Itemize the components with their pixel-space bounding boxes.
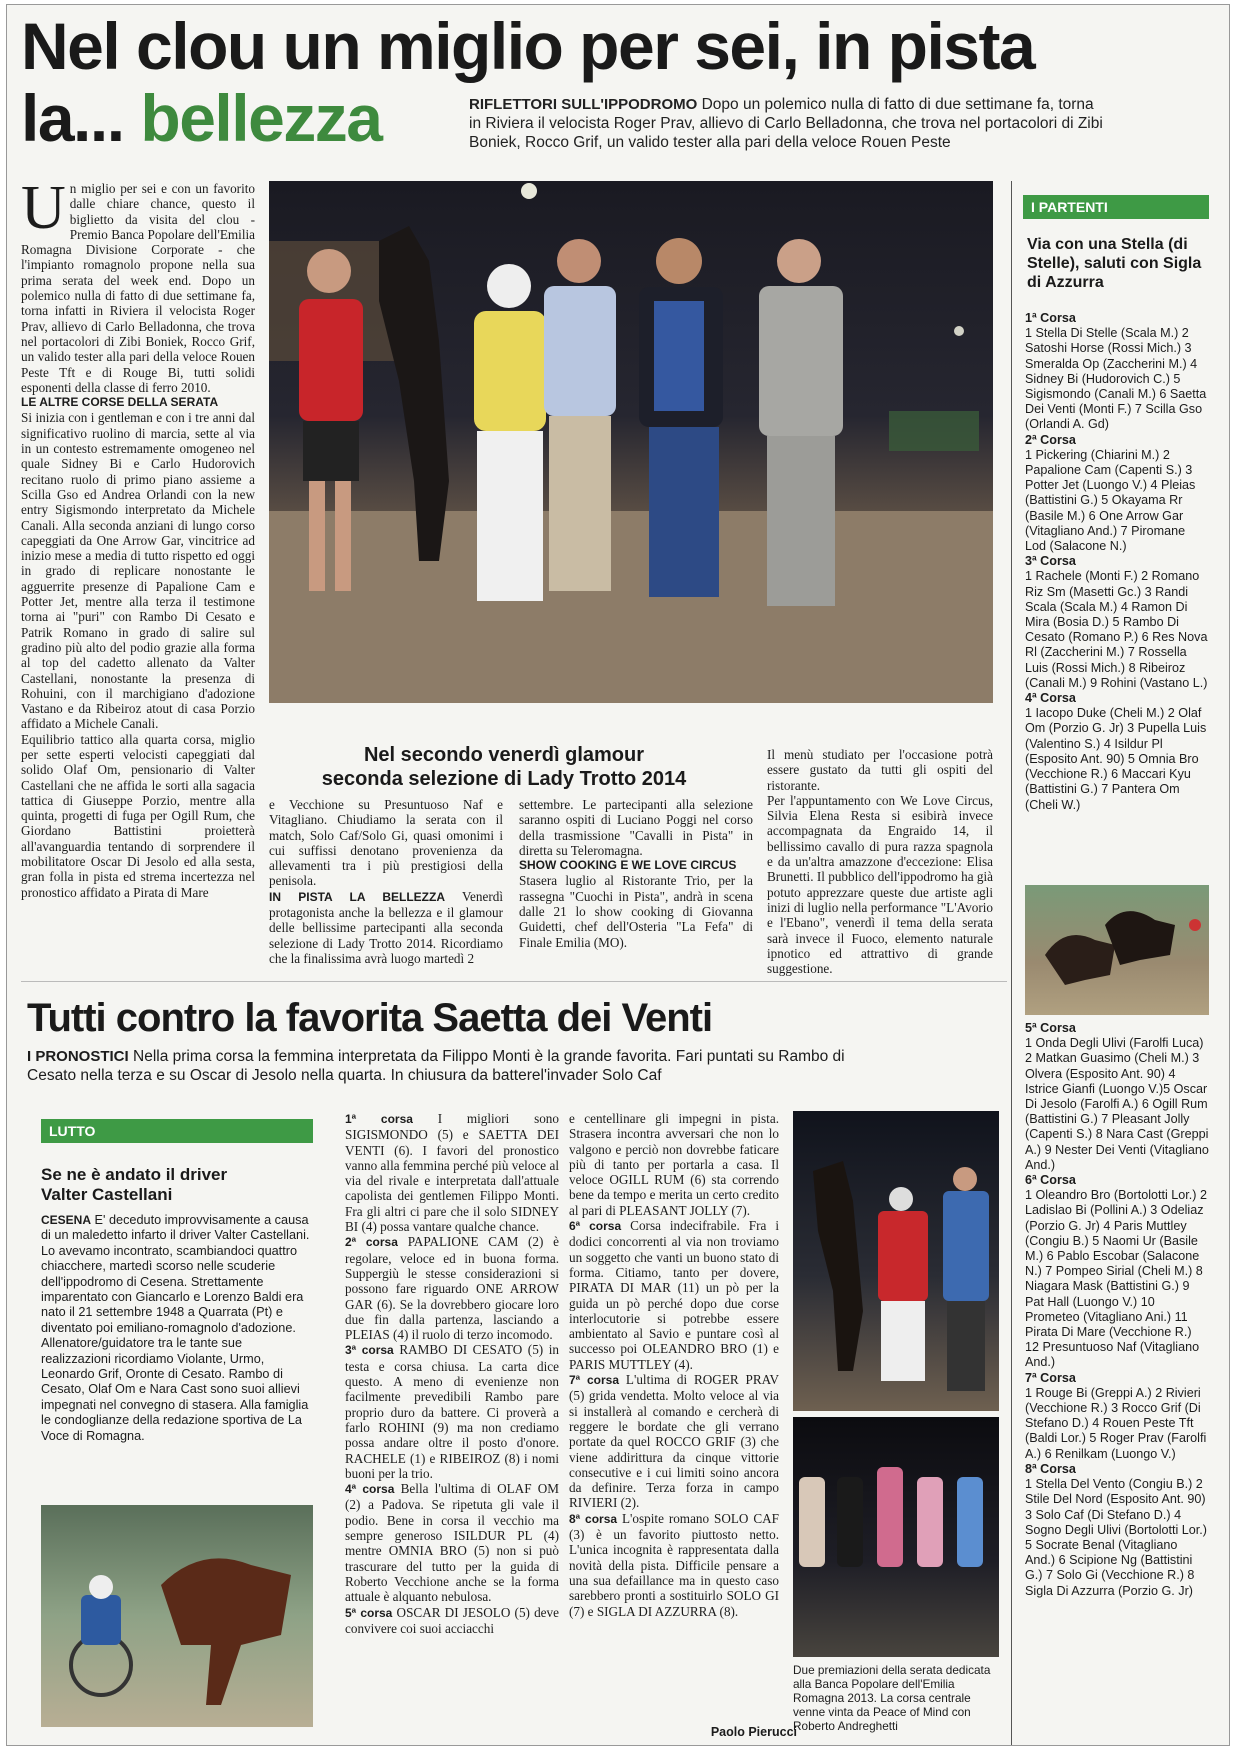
article1-c4: Il menù studiato per l'occasione potrà essere gustato da tutti gli ospiti del ristorante. bbox=[767, 747, 993, 793]
prognosis-text: L'ultima di ROGER PRAV (5) grida vendetta. Molto veloce al via si installerà al comando e cercherà di reggere le bordate che gli verrano portate da quel ROCCO GRIF (3) che viene addirittura da cinque vittorie consecutive e i cui limiti soino ancora da definire. Terza forza in campo RIVIERI (2). bbox=[569, 1372, 779, 1511]
glamour-headline-line1: Nel secondo venerdì glamour bbox=[363, 744, 645, 766]
prognosis-paragraph bbox=[345, 1234, 559, 1342]
race-title: 7ª Corsa bbox=[1025, 1370, 1076, 1385]
partenti-label: I PARTENTI bbox=[1023, 195, 1209, 219]
race-title: 6ª Corsa bbox=[1025, 1173, 1076, 1188]
article1-sub3: SHOW COOKING E WE LOVE CIRCUS bbox=[519, 858, 737, 873]
race-title: 2ª Corsa bbox=[1025, 432, 1076, 447]
article1-c2b: Venerdì protagonista anche la bellezza e il glamour delle bellissime partecipanti alla seconda selezione di Lady Trotto 2014. Ricordiamo che la finalissima avrà luogo martedì 2 bbox=[269, 888, 503, 966]
article1-col4 bbox=[767, 747, 993, 977]
prognosis-paragraph bbox=[569, 1511, 779, 1619]
harness-race-photo bbox=[1025, 885, 1209, 1015]
podium-photo bbox=[793, 1111, 999, 1411]
dropcap: U bbox=[21, 174, 66, 242]
prognosis-paragraph bbox=[345, 1605, 559, 1637]
article1-c4b: Per l'appuntamento con We Love Circus, Silvia Elena Resta si esibirà invece accompagnata da Engraido 14, il bellissimo cavallo di pura razza spagnola e da un'altra amazzone d'eccezione: Elisa Brunetti. Il pubblico dell'ippodromo ha già potuto apprezzare queste due artiste agli inizi di luglio nella performance "L'Avorio e l'Ebano", venerdì il tema della serata sarà invece il Fuoco, elemento naturale ipnotico ed attrattivo di grande suggestione. bbox=[767, 792, 993, 977]
race-title: 5ª Corsa bbox=[1025, 1021, 1076, 1035]
lutto-body bbox=[41, 1213, 313, 1483]
glamour-headline bbox=[269, 743, 739, 791]
article1-col1 bbox=[21, 174, 255, 900]
race-entries: 1 Iacopo Duke (Cheli M.) 2 Olaf Om (Porzio G. Jr) 3 Pupella Luis (Valentino S.) 4 Isildur Pl (Esposito Ant. 90) 5 Omnia Bro (Vecchione R.) 6 Maccari Kyu (Battistini G.) 7 Pantera Om (Cheli W.) bbox=[1025, 706, 1207, 812]
lutto-label: LUTTO bbox=[41, 1119, 313, 1143]
article1-c3b: Stasera luglio al Ristorante Trio, per la rassegna "Cuochi in Pista", andrà in scena dalle 21 lo show cooking di Giovanna Guidetti, chef dell'Osteria "La Fefa" di Finale Emilia (MO). bbox=[519, 873, 753, 950]
pronostici-author: Paolo Pierucci bbox=[710, 1725, 797, 1739]
race-title: 4ª Corsa bbox=[1025, 691, 1076, 706]
main-photo-award bbox=[269, 181, 993, 703]
podium-scene bbox=[793, 1111, 999, 1411]
lutto-text: E' deceduto improvvisamente a causa di un maledetto infarto il driver Valter Castellani. Lo avevamo incontrato, scambiandoci quattro chiacchere, martedì scorso nelle scuderie dell'ippodromo di Cesena. Strettamente imparentato con Giancarlo e Lorenzo Baldi era nato il 21 settembre 1948 a Quarrata (Pt) e diventato poi emiliano-romagnolo d'adozione. Allenatore/guidatore tra le tante sue realizzazioni ricordiamo Violante, Urmo, Leonardo Grif, Oronte di Cesato. Rambo di Cesato, Olaf Om e Nara Cast sono suoi allievi impegnati nel convegno di stasera. Alla famiglia le condoglianze della redazione sportiva de La Voce di Romagna. bbox=[41, 1213, 310, 1443]
prognosis-text: Corsa indecifrabile. Fra i dodici concorrenti al via non troviamo un soggetto che vanti un buono stato di forma. Citiamo, tanto per dovere, PIRATA DI MAR (11) un pò per la guida un pò perché dopo due corse interlocutorie si potrebbe essere ambientato al Savio e puntare così al successo poi OLEANDRO BRO (1) e PARIS MUTTLEY (4). bbox=[569, 1218, 779, 1372]
race-kicker: 2ª corsa bbox=[345, 1235, 408, 1250]
partenti-headline: Via con una Stella (di Stelle), saluti con Sigla di Azzurra bbox=[1027, 236, 1202, 291]
article1-col2 bbox=[269, 797, 503, 966]
prognosis-paragraph bbox=[345, 1481, 559, 1604]
prognosis-text: I migliori sono SIGISMONDO (5) e SAETTA DEI VENTI (6). I favori del pronostico vanno alla femmina perché più veloce al via del rivale e interpretata dall'attuale capolista dei gentlemen Filippo Monti. Fra gli altri ci pare che il solo SIDNEY BI (4) possa vantare qualche chance. bbox=[345, 1111, 559, 1235]
main-headline-line2 bbox=[21, 83, 461, 153]
pronostici-col1 bbox=[345, 1111, 559, 1731]
prognosis-text: Bella l'ultima di OLAF OM (2) a Padova. Se ripetuta gli vale il podio. Bene in corsa il vecchio ma sempre generoso ISILDUR PL (4) mentre OMNIA BRO (5) non si può trascurare del tutto per la guida di Roberto Vecchione anche se la forma attuale è alquanto nebulosa. bbox=[345, 1481, 559, 1605]
main-sub-text: Dopo un polemico nulla di fatto di due settimane fa, torna in Riviera il velocista Roger Prav, allievo di Carlo Belladonna, che trova nel portacolori di Zibi Boniek, Rocco Grif, un valido tester alla pari della veloce Rouen Peste bbox=[469, 96, 1103, 151]
main-headline-la: la... bbox=[21, 81, 124, 155]
article1-c2: e Vecchione su Presuntuoso Naf e Vitagliano. Chiudiamo la serata con il match, Solo Caf/Solo Gi, quasi omonimi i cui suffissi denotano provenienza da allevamenti tra i più prestigiosi della penisola. bbox=[269, 797, 503, 889]
race-entries: 1 Stella Del Vento (Congiu B.) 2 Stile Del Nord (Esposito Ant. 90) 3 Solo Caf (Di Stefano D.) 4 Sogno Degli Ulivi (Bortolotti Lor.) 5 Socrate Benal (Vitagliano And.) 6 Scipione Ng (Battistini G.) 7 Solo Gi (Vecchione R.) 8 Sigla Di Azzurra (Porzio G. Jr) bbox=[1025, 1477, 1207, 1598]
article1-col3 bbox=[519, 797, 753, 957]
section-rule bbox=[21, 981, 1007, 982]
lutto-headline: Se ne è andato il driver Valter Castellani bbox=[41, 1165, 228, 1204]
prognosis-paragraph bbox=[345, 1111, 559, 1234]
main-headline-line1: Nel clou un miglio per sei, in pista bbox=[21, 9, 1035, 83]
race-entries: 1 Rouge Bi (Greppi A.) 2 Rivieri (Vecchione R.) 3 Rocco Grif (Di Stefano D.) 4 Rouen Peste Tft (Baldi Lor.) 5 Roger Prav (Farolfi A.) 6 Renilkam (Luongo V.) bbox=[1025, 1385, 1207, 1461]
race-kicker: 8ª corsa bbox=[569, 1511, 622, 1526]
prognosis-paragraph bbox=[345, 1342, 559, 1481]
race-entries: 1 Rachele (Monti F.) 2 Romano Riz Sm (Masetti Gc.) 3 Randi Scala (Scala M.) 4 Ramon Di Mira (Bosia D.) 5 Rambo Di Cesato (Romano P.) 6 Res Nova Rl (Zaccherini M.) 7 Rossella Luis (Rossi Mich.) 8 Ribeiroz (Canali M.) 9 Rohini (Vastano L.) bbox=[1025, 569, 1208, 690]
lady-trotto-scene bbox=[793, 1417, 999, 1657]
person-dark-jacket bbox=[639, 238, 723, 597]
horse bbox=[379, 226, 449, 561]
award-scene bbox=[269, 181, 993, 703]
article1-lead: n miglio per sei e con un favorito dalle chiare chance, questo il biglietto da visita del clou - Premio Banca Popolare dell'Emilia Romagna Divisione Corporate - che l'impianto romagnolo propone nella sua prima serata del week end. Dopo un polemico nulla di fatto di due settimane fa, torna infatti in Riviera il velocista Roger Prav, allievo di Carlo Belladonna, che trova nel portacolori di Zibi Boniek, Rocco Grif, un valido tester alla pari della veloce Rouen Peste Tft e di Rouge Bi, tutti solidi esponenti della classe di ferro 2010. bbox=[21, 181, 255, 395]
lutto-place: CESENA bbox=[41, 1213, 92, 1227]
race-title: 3ª Corsa bbox=[1025, 554, 1076, 569]
race-horses bbox=[1025, 885, 1209, 1015]
person-driver bbox=[474, 264, 546, 601]
lutto-photo-sulky bbox=[41, 1505, 313, 1727]
article1-p1: Si inizia con i gentleman e con i tre anni dal significativo ruolino di marcia, sette al via in un contesto estremamente omogeneo nel quale Sidney Bi e Carlo Hudorovich recitano ruolo di primo piano assieme a Scilla Gso ed Andrea Orlandi con la new entry Sigismondo interpretato da Michele Canali. Alla seconda anziani di lungo corso capeggiati da One Arrow Gar, vincitrice ad inizio mese a media di tutto rispetto ed oggi in grado di replicare nonostante le agguerrite presenze di Papalione Cam e Potter Jet, mentre alla terza il testimone torna ai "puri" con Rambo Di Cesato e Patrik Romano in grado di salire sul gradino più alto del podio grazie alla forma al top del cadetto allenato da Valter Castellani, nonostante la presenza di Rohuini, con il marchigiano d'adozione Vastano e da Ribeiroz atout di casa Porzio affidato a Michele Canali. bbox=[21, 410, 255, 732]
race-entries: 1 Stella Di Stelle (Scala M.) 2 Satoshi Horse (Rossi Mich.) 3 Smeralda Op (Zaccherini M.) 4 Sidney Bi (Hudorovich C.) 5 Sigismondo (Canali M.) 6 Saetta Dei Venti (Monti F.) 7 Scilla Gso (Orlandi A. Gd) bbox=[1025, 326, 1207, 432]
pronostici-text: Nella prima corsa la femmina interpretata da Filippo Monti è la grande favorita. Fari puntati su Rambo di Cesato nella terza e su Oscar di Jesolo nella quarta. In chiusura da batterel'invader Solo Caf bbox=[27, 1048, 845, 1084]
lady-trotto-photo bbox=[793, 1417, 999, 1657]
race-entries: 1 Pickering (Chiarini M.) 2 Papalione Cam (Capenti S.) 3 Potter Jet (Luongo V.) 4 Pleias (Battistini G.) 5 Okayama Rr (Basile M.) 6 One Arrow Gar (Vitagliano And.) 7 Piromane Lod (Salacone N.) bbox=[1025, 447, 1196, 554]
prognosis-text: RAMBO DI CESATO (5) in testa e corsa chiusa. La carta dice questo. A meno di evenienze non facilmente prevedibili Rambo pare proprio duro da battere. Ci proverà a farlo ROHINI (9) ma non crediamo possa andare oltre il posto d'onore. RACHELE (1) e RIBEIROZ (8) i nomi buoni per la trio. bbox=[345, 1342, 559, 1481]
race-kicker: 4ª corsa bbox=[345, 1482, 401, 1497]
main-subheadline bbox=[469, 95, 1109, 152]
race-title: 8ª Corsa bbox=[1025, 1461, 1076, 1476]
prognosis-paragraph bbox=[569, 1372, 779, 1511]
newspaper-page bbox=[6, 4, 1230, 1746]
article1-sub1: LE ALTRE CORSE DELLA SERATA bbox=[21, 395, 219, 410]
prognosis-paragraph bbox=[569, 1111, 779, 1218]
race-kicker: 6ª corsa bbox=[569, 1219, 631, 1234]
person-blue-shirt bbox=[544, 239, 616, 591]
prognosis-text: OSCAR DI JESOLO (5) deve convivere coi suoi acciacchi bbox=[345, 1604, 559, 1636]
column-rule bbox=[1011, 181, 1012, 1745]
photo-caption: Due premiazioni della serata dedicata alla Banca Popolare dell'Emilia Romagna 2013. La corsa centrale venne vinta da Peace of Mind con Roberto Andreghetti bbox=[793, 1663, 991, 1733]
pronostici-kicker: I PRONOSTICI bbox=[27, 1048, 129, 1065]
main-sub-kicker: RIFLETTORI SULL'IPPODROMO bbox=[469, 96, 698, 113]
person-grey-suit bbox=[759, 239, 843, 606]
sulky-scene bbox=[41, 1505, 313, 1727]
prognosis-text: e centellinare gli impegni in pista. Strasera incontra avversari che non lo valgono e perciò non dovrebbe faticare più di tanto per portarla a casa. Il veloce OGILL RUM (6) sta correndo bene da tempo e merita un certo credito al pari di PLEASANT JOLLY (7). bbox=[569, 1111, 779, 1218]
pronostici-col2 bbox=[569, 1111, 779, 1707]
partenti-races-top bbox=[1025, 311, 1209, 881]
article1-sub2: IN PISTA LA BELLEZZA bbox=[269, 889, 445, 904]
race-kicker: 7ª corsa bbox=[569, 1373, 626, 1388]
main-headline-bellezza: bellezza bbox=[140, 81, 382, 155]
second-headline: Tutti contro la favorita Saetta dei Venti bbox=[27, 996, 713, 1040]
prognosis-text: L'ospite romano SOLO CAF (3) è un favorito piuttosto netto. L'unica incognita è rappresentata dalla novità della pista. Difficile pensare a una sua defaillance ma in questo caso sarebbero pronti a sostituirlo SOLO GI (7) e SIGLA DI AZZURRA (8). bbox=[569, 1510, 779, 1619]
race-entries: 1 Oleandro Bro (Bortolotti Lor.) 2 Ladislao Bi (Pollini A.) 3 Odeliaz (Porzio G. Jr) 4 Paris Muttley (Congiu B.) 5 Naomi Ur (Basile M.) 6 Pablo Escobar (Salacone N.) 7 Pompeo Sirial (Cheli M.) 8 Niagara Mask (Battistini G.) 9 Pat Hall (Luongo V.) 10 Prometeo (Vitagliano Ani.) 11 Pirata Di Mare (Vecchione R.) 12 Presuntuoso Naf (Vitagliano And.) bbox=[1025, 1188, 1208, 1370]
race-kicker: 1ª corsa bbox=[345, 1112, 438, 1126]
pronostici-sub bbox=[27, 1047, 867, 1085]
glamour-headline-line2: seconda selezione di Lady Trotto 2014 bbox=[321, 768, 687, 790]
race-kicker: 5ª corsa bbox=[345, 1605, 397, 1620]
partenti-races-bottom bbox=[1025, 1021, 1209, 1747]
race-kicker: 3ª corsa bbox=[345, 1343, 400, 1358]
article1-c3: settembre. Le partecipanti alla selezione saranno ospiti di Luciano Poggi nel corso della trasmissione "Cavalli in Pista" in diretta su Teleromagna. bbox=[519, 797, 753, 858]
prognosis-text: PAPALIONE CAM (2) è regolare, veloce ed in buona forma. Suppergiù le stesse considerazioni si possono fare riguardo ONE ARROW GAR (6). Se la dovrebbero giocare loro due fin dalla partenza, lasciando a PLEIAS (4) il ruolo di terzo incomodo. bbox=[345, 1234, 559, 1343]
article1-p2: Equilibrio tattico alla quarta corsa, miglio per sette esperti velocisti capeggiati dal solido Olaf Om, pensionario di Valter Castellani che ne affida le sorti alla sagacia tattica di Giuseppe Porzio, mentre alla quinta, progetti di fuga per Ogill Rum, che Giordano Battistini proietterà all'avanguardia tentando di sorprendere il mobilitatore Oscar Di Jesolo ed alla sesta, gran folla in pista ed strema incertezza nel pronostico affidato a Pirata di Mare bbox=[21, 731, 255, 900]
race-entries: 1 Onda Degli Ulivi (Farolfi Luca) 2 Matkan Guasimo (Cheli M.) 3 Olvera (Esposito Ant. 90) 4 Istrice Gianfi (Luongo V.)5 Oscar Di Jesolo (Farolfi A.) 6 Ogill Rum (Battistini G.) 7 Pleasant Jolly (Capenti S.) 8 Nara Cast (Greppi A.) 9 Nester Dei Venti (Vitagliano And.) bbox=[1025, 1036, 1209, 1172]
race-title: 1ª Corsa bbox=[1025, 311, 1076, 325]
prognosis-paragraph bbox=[569, 1218, 779, 1372]
